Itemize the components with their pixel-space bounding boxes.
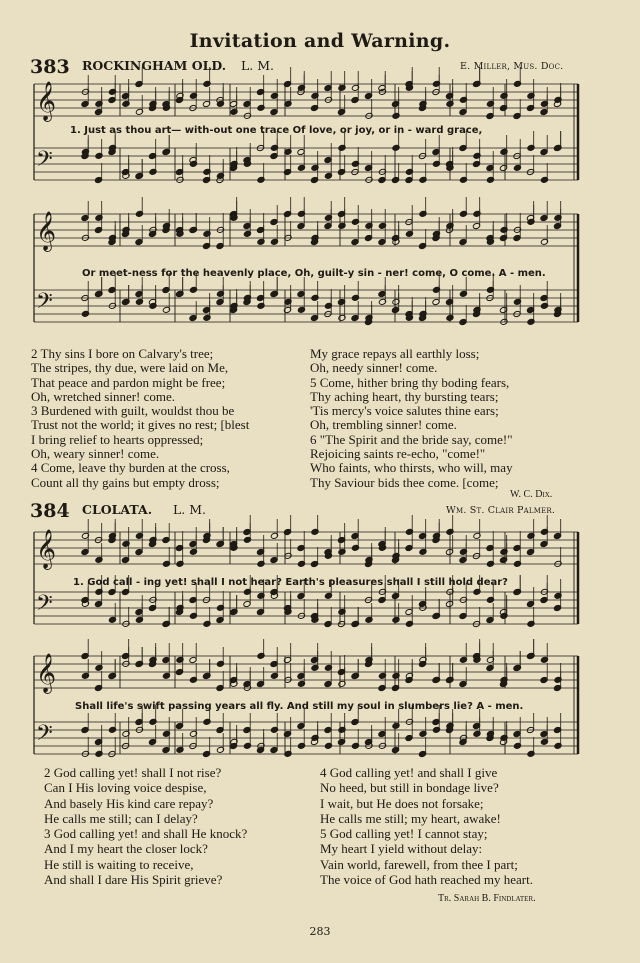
svg-text:𝄢: 𝄢: [36, 721, 53, 751]
verse-line: He still is waiting to receive,: [44, 856, 194, 872]
verse-line: Can I His loving voice despise,: [44, 780, 207, 796]
verse-line: 'Tis mercy's voice salutes thine ears;: [310, 403, 499, 419]
section-title: Invitation and Warning.: [189, 30, 451, 52]
verse-line: 2 God calling yet! shall I not rise?: [44, 765, 222, 780]
svg-text:𝄢: 𝄢: [36, 147, 53, 177]
composer: E. Miller, Mus. Doc.: [460, 61, 564, 72]
verses-right: [320, 765, 533, 887]
meter: L. M.: [173, 502, 207, 517]
verse-line: Who faints, who thirsts, who will, may: [310, 460, 513, 476]
verse-line: Oh, needy sinner! come.: [310, 360, 438, 376]
verse-line: The voice of God hath reached my heart.: [320, 872, 533, 888]
verse-line: 4 Come, leave thy burden at the cross,: [31, 460, 230, 476]
translator: Tr. Sarah B. Findlater.: [438, 893, 536, 904]
verse-line: The stripes, thy due, were laid on Me,: [31, 360, 229, 376]
verse-line: No heed, but still in bondage live?: [320, 780, 499, 796]
lyric-line: Or meet-ness for the heavenly place, Oh, guilt-y sin - ner! come, O come. A - men.: [82, 268, 546, 279]
verse-line: 6 "The Spirit and the bride say, come!": [310, 431, 513, 447]
lyric-line: Shall life's swift passing years all fly. And still my soul in slumbers lie? A - men.: [75, 701, 524, 712]
author: W. C. Dix.: [510, 489, 553, 500]
verse-line: 3 God calling yet! and shall He knock?: [44, 826, 248, 842]
verse-line: Thy aching heart, thy bursting tears;: [310, 388, 499, 404]
verses-left: [44, 765, 247, 887]
verse-line: 2 Thy sins I bore on Calvary's tree;: [31, 346, 214, 361]
composer: Wm. St. Clair Palmer.: [446, 505, 556, 516]
verse-line: I wait, but He does not forsake;: [320, 795, 484, 811]
verse-line: That peace and pardon might be free;: [31, 374, 226, 390]
verse-line: He calls me still; my heart, awake!: [320, 810, 501, 826]
svg-text:𝄞: 𝄞: [36, 653, 57, 693]
svg-text:𝄞: 𝄞: [36, 529, 57, 569]
lyric-line: 1. Just as thou art— with-out one trace Of love, or joy, or in - ward grace,: [70, 125, 483, 136]
verses-right: [310, 347, 513, 490]
verse-line: Rejoicing saints re-echo, "come!": [310, 446, 486, 462]
verse-line: 4 God calling yet! and shall I give: [320, 765, 498, 780]
verse-line: My grace repays all earthly loss;: [310, 346, 480, 361]
verse-line: Oh, trembling sinner! come.: [310, 417, 457, 433]
verses-left: [31, 347, 249, 490]
verse-line: Vain world, farewell, from thee I part;: [320, 856, 518, 872]
tune-name: CLOLATA.: [82, 502, 153, 517]
verse-line: Thy Saviour bids thee come. [come;: [310, 474, 499, 490]
verse-line: 5 Come, hither bring thy boding fears,: [310, 374, 510, 390]
hymn-number: 383: [30, 56, 70, 78]
page-number: 283: [309, 925, 331, 938]
verse-line: 5 God calling yet! I cannot stay;: [320, 826, 488, 842]
svg-text:𝄢: 𝄢: [36, 591, 53, 621]
verse-line: I bring relief to hearts oppressed;: [31, 431, 204, 447]
svg-text:𝄞: 𝄞: [36, 81, 57, 121]
tune-name: ROCKINGHAM OLD.: [82, 58, 227, 73]
verse-line: He calls me still; can I delay?: [44, 810, 198, 826]
verse-line: Oh, weary sinner! come.: [31, 446, 160, 462]
verse-line: Count all thy gains but empty dross;: [31, 474, 220, 490]
verse-line: And basely His kind care repay?: [44, 795, 214, 811]
verse-line: 3 Burdened with guilt, wouldst thou be: [31, 403, 235, 419]
hymn-number: 384: [30, 500, 70, 522]
svg-text:𝄢: 𝄢: [36, 289, 53, 319]
music-system: [30, 78, 590, 198]
meter: L. M.: [241, 58, 275, 73]
verse-line: And I my heart the closer lock?: [44, 841, 208, 857]
verse-line: Trust not the world; it gives no rest; [blest: [31, 417, 250, 433]
verse-line: My heart I yield without delay:: [320, 841, 483, 857]
verse-line: And shall I dare His Spirit grieve?: [44, 872, 223, 888]
svg-text:𝄞: 𝄞: [36, 211, 57, 251]
lyric-line: 1. God call - ing yet! shall I not hear? Earth's pleasures shall I still hold dear?: [73, 577, 508, 588]
verse-line: Oh, wretched sinner! come.: [31, 388, 176, 404]
